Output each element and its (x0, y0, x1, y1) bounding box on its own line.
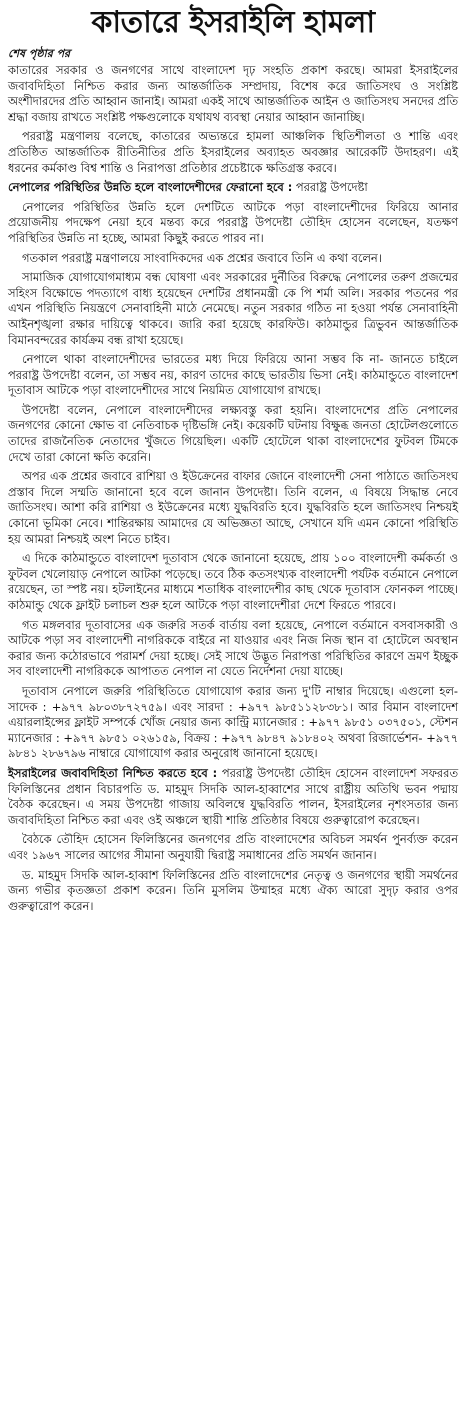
article-paragraph (8, 832, 458, 863)
paragraph-text: গতকাল পররাষ্ট্র মন্ত্রণালয়ে সাংবাদিকদের এক প্রশ্নের জবাবে তিনি এ কথা বলেন। (22, 250, 382, 265)
article-paragraph (8, 469, 458, 547)
article-paragraph (8, 618, 458, 680)
paragraph-text: কাতারের সরকার ও জনগণের সাথে বাংলাদেশ দৃঢ় সংহতি প্রকাশ করছে। আমরা ইসরাইলের জবাবদিহিতা নিশ্চিত করার জন্য আন্তর্জাতিক সম্প্রদায়, বিশেষ করে জাতিসংঘ ও সংশ্লিষ্ট অংশীদারদের প্রতি আহ্বান জানাই। আমরা একই সাথে আন্তর্জাতিক আইন ও জাতিসংঘ সনদের প্রতি শ্রদ্ধা বজায় রাখতে সংশ্লিষ্ট পক্ষগুলোকে যথাযথ ব্যবস্থা নেয়ার আহ্বান জানাচ্ছি। (8, 63, 458, 124)
article-paragraph (8, 63, 458, 125)
paragraph-text: ড. মাহমুদ সিদকি আল-হাব্বাশ ফিলিস্তিনের প্রতি বাংলাদেশের নেতৃত্ব ও জনগণের স্থায়ী সমর্থনের জন্য গভীর কৃতজ্ঞতা প্রকাশ করেন। তিনি মুসলিম উম্মাহর মধ্যে ঐক্য আরো সুদৃঢ় করার ওপর গুরুত্বারোপ করেন। (8, 867, 458, 913)
paragraph-text: সামাজিক যোগাযোগমাধ্যম বন্ধ ঘোষণা এবং সরকারের দুর্নীতির বিরুদ্ধে নেপালের তরুণ প্রজন্মের সহিংস বিক্ষোভে পদত্যাগে বাধ্য হয়েছেন দেশটির প্রধানমন্ত্রী কে পি শর্মা অলি। সরকার পতনের পর এখন পরিস্থিতি নিয়ন্ত্রণে সেনাবাহিনী মাঠে নেমেছে। নতুন সরকার গঠিত না হওয়া পর্যন্ত সেনাবাহিনী আইনশৃঙ্খলা রক্ষার দায়িত্বে থাকবে। জারি করা হয়েছে কারফিউ। কাঠমান্ডুর ত্রিভুবন আন্তর্জাতিক বিমানবন্দরের কার্যক্রম বন্ধ রাখা হয়েছে। (8, 270, 458, 347)
continued-from-label: শেষ পৃষ্ঠার পর (8, 47, 71, 60)
article-paragraph (8, 129, 458, 176)
article-paragraph (8, 270, 458, 348)
article-paragraph (8, 868, 458, 915)
article-paragraph (8, 352, 458, 399)
article-paragraph-with-subhead (8, 766, 458, 828)
article-paragraph (8, 403, 458, 465)
paragraph-text: উপদেষ্টা বলেন, নেপালে বাংলাদেশীদের লক্ষ্যবস্তু করা হয়নি। বাংলাদেশের প্রতি নেপালের জনগণের কোনো ক্ষোভ বা নেতিবাচক দৃষ্টিভঙ্গি নেই। কয়েকটি ঘটনায় বিক্ষুব্ধ জনতা হোটেলগুলোতে তাদের রাজনৈতিক নেতাদের খুঁজতে গিয়েছিল। একটি হোটেলে থাকা বাংলাদেশের ফুটবল টিমকে দেখে তারা কোনো ক্ষতি করেনি। (8, 402, 458, 464)
headline: কাতারে ইসরাইলি হামলা (91, 5, 375, 40)
paragraph-text: অপর এক প্রশ্নের জবাবে রাশিয়া ও ইউক্রেনের বাফার জোনে বাংলাদেশী সেনা পাঠাতে জাতিসংঘ প্রস্তাব দিলে সম্মতি জানানো হবে বলে জানান উপদেষ্টা। তিনি বলেন, এ বিষয়ে সিদ্ধান্ত নেবে জাতিসংঘ। আশা করি রাশিয়া ও ইউক্রেনের মধ্যে যুদ্ধবিরতি হবে। যুদ্ধবিরতি হলে জাতিসংঘ নিশ্চয়ই কোনো ভূমিকা নেবে। শান্তিরক্ষায় আমাদের যে অভিজ্ঞতা আছে, সেখানে যদি এমন কোনো পরিস্থিতি হয় আমরা নিশ্চয়ই অংশ নিতে চাইব। (8, 469, 458, 546)
section-subhead: ইসরাইলের জবাবদিহিতা নিশ্চিত করতে হবে : (8, 765, 218, 780)
article-paragraph (8, 551, 458, 613)
article-paragraph (8, 251, 458, 267)
paragraph-text: পররাষ্ট্র মন্ত্রণালয় বলেছে, কাতারের অভ্যন্তরে হামলা আঞ্চলিক স্থিতিশীলতা ও শান্তি এবং প্রতিষ্ঠিত আন্তর্জাতিক রীতিনীতির প্রতি ইসরাইলের অব্যাহত অবজ্ঞার আরেকটি উদাহরণ। এই ধরনের কর্মকাণ্ড বিশ্ব শান্তি ও নিরাপত্তা প্রতিষ্ঠার প্রচেষ্টাকে ক্ষতিগ্রস্ত করবে। (8, 129, 458, 175)
paragraph-text: নেপালের পরিস্থিতির উন্নতি হলে দেশটিতে আটকে পড়া বাংলাদেশীদের ফিরিয়ে আনার প্রয়োজনীয় পদক্ষেপ নেয়া হবে মন্তব্য করে পররাষ্ট্র উপদেষ্টা তৌহিদ হোসেন বলেছেন, যতক্ষণ পরিস্থিতির উন্নতি না হচ্ছে, আমরা কিছুই করতে পারব না। (8, 199, 458, 245)
paragraph-text: পররাষ্ট্র উপদেষ্টা তৌহিদ হোসেন বাংলাদেশ সফররত ফিলিস্তিনের প্রধান বিচারপতি ড. মাহমুদ সিদকি আল-হাব্বাশের সাথে রাষ্ট্রীয় অতিথি ভবন পদ্মায় বৈঠক করেছেন। এ সময় উপদেষ্টা গাজায় অবিলম্বে যুদ্ধবিরতি পালন, ইসরাইলের নৃশংসতার জন্য জবাবদিহিতা নিশ্চিত করা এবং ওই অঞ্চলে স্থায়ী শান্তি প্রতিষ্ঠার বিষয়ে গুরুত্বারোপ করেছেন। (8, 765, 458, 827)
paragraph-text: নেপালে থাকা বাংলাদেশীদের ভারতের মধ্য দিয়ে ফিরিয়ে আনা সম্ভব কি না- জানতে চাইলে পররাষ্ট্র উপদেষ্টা বলেন, তা সম্ভব নয়, কারণ তাদের কাছে ভারতীয় ভিসা নেই। কাঠমান্ডুতে বাংলাদেশ দূতাবাস আটকে পড়া বাংলাদেশীদের সাথে নিয়মিত যোগাযোগ রাখছে। (8, 352, 458, 398)
article-body (8, 63, 458, 914)
paragraph-text: গত মঙ্গলবার দূতাবাসের এক জরুরি সতর্ক বার্তায় বলা হয়েছে, নেপালে বর্তমানে বসবাসকারী ও আটকে পড়া সব বাংলাদেশী নাগরিককে বাইরে না যাওয়ার এবং নিজ নিজ স্থান বা হোটেলে অবস্থান করার জন্য কঠোরভাবে পরামর্শ দেয়া হচ্ছে। সেই সাথে উদ্ভূত নিরাপত্তা পরিস্থিতির কারণে ভ্রমণ ইচ্ছুক সব বাংলাদেশী নাগরিককে আপাতত নেপাল না যেতে নির্দেশনা দেয়া যাচ্ছে। (8, 617, 458, 679)
paragraph-text: এ দিকে কাঠমান্ডুতে বাংলাদেশ দূতাবাস থেকে জানানো হয়েছে, প্রায় ১০০ বাংলাদেশী কর্মকর্তা ও ফুটবল খেলোয়াড় নেপালে আটকা পড়েছে। তবে ঠিক কতসংখ্যক বাংলাদেশী পর্যটক বর্তমানে নেপালে রয়েছেন, তা স্পষ্ট নয়। হটলাইনের মাধ্যমে শতাধিক বাংলাদেশীর কাছ থেকে দূতাবাস ফোনকল পাচ্ছে। কাঠমান্ডু থেকে ফ্লাইট চলাচল শুরু হলে আটকে পড়া বাংলাদেশীরা দেশে ফিরতে পারবে। (8, 551, 458, 612)
paragraph-text: দূতাবাস নেপালে জরুরি পরিস্থিতিতে যোগাযোগ করার জন্য দু'টি নাম্বার দিয়েছে। এগুলো হল- সাদেক : +৯৭৭ ৯৮০৩৮৭২৭৫৯। এবং সারদা : +৯৭৭ ৯৮৫১১২৮৩৮১। আর বিমান বাংলাদেশ এয়ারলাইন্সের ফ্লাইট সম্পর্কে খোঁজ নেয়ার জন্য কান্ট্রি ম্যানেজার : +৯৭৭ ৯৮৫১ ০৩৭৫০১, স্টেশন ম্যানেজার : +৯৭৭ ৯৮৫১ ০২৬১৫৯, বিক্রয় : +৯৭৭ ৯৮৪৭ ৯১৮৪০২ অথবা রিজার্ভেশন- +৯৭৭ ৯৮৪১ ২৮৬৭৯৬ নাম্বারে যোগাযোগ করার অনুরোধ জানানো হয়েছে। (8, 683, 458, 761)
article-paragraph (8, 200, 458, 247)
paragraph-text: পররাষ্ট্র উপদেষ্টা (292, 180, 368, 195)
section-subhead: নেপালের পরিস্থিতির উন্নতি হলে বাংলাদেশীদের ফেরানো হবে : (8, 180, 293, 195)
article-paragraph (8, 684, 458, 762)
paragraph-text: বৈঠকে তৌহিদ হোসেন ফিলিস্তিনের জনগণের প্রতি বাংলাদেশের অবিচল সমর্থন পুনর্ব্যক্ত করেন এবং ১৯৬৭ সালের আগের সীমানা অনুযায়ী দ্বিরাষ্ট্র সমাধানের প্রতি সমর্থন জানান। (8, 832, 458, 862)
article-paragraph-with-subhead (8, 180, 458, 196)
